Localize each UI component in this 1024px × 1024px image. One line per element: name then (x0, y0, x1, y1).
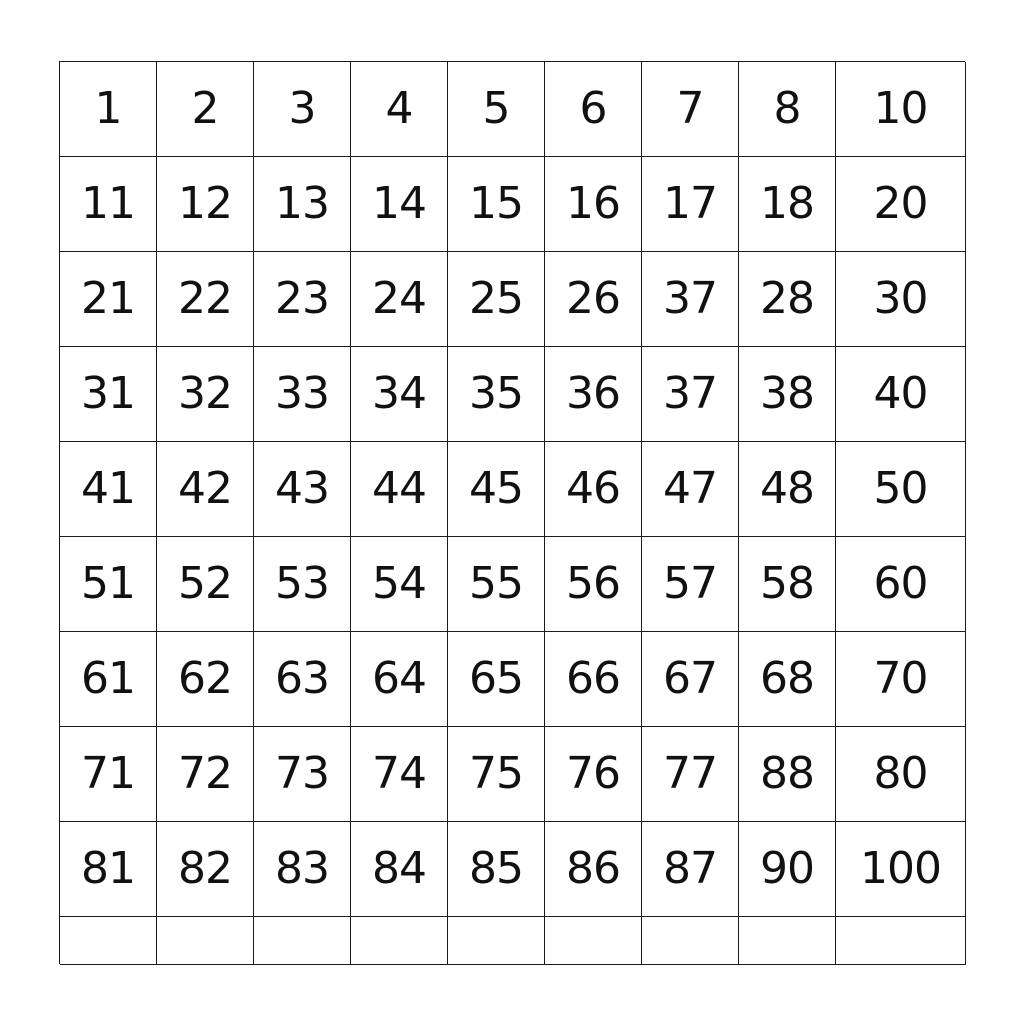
grid-cell: 100 (836, 822, 966, 917)
grid-cell: 15 (448, 157, 545, 252)
grid-cell (739, 917, 836, 965)
grid-cell: 71 (60, 727, 157, 822)
grid-cell: 25 (448, 252, 545, 347)
grid-cell: 54 (351, 537, 448, 632)
grid-cell (836, 917, 966, 965)
grid-cell: 31 (60, 347, 157, 442)
grid-cell (254, 917, 351, 965)
grid-cell: 85 (448, 822, 545, 917)
grid-cell: 35 (448, 347, 545, 442)
grid-cell: 42 (157, 442, 254, 537)
grid-cell: 60 (836, 537, 966, 632)
grid-cell (351, 917, 448, 965)
grid-cell: 74 (351, 727, 448, 822)
grid-cell: 38 (739, 347, 836, 442)
grid-cell: 11 (60, 157, 157, 252)
grid-cell: 50 (836, 442, 966, 537)
grid-cell: 86 (545, 822, 642, 917)
grid-cell: 82 (157, 822, 254, 917)
grid-cell: 12 (157, 157, 254, 252)
grid-cell: 16 (545, 157, 642, 252)
grid-cell: 46 (545, 442, 642, 537)
grid-cell: 72 (157, 727, 254, 822)
grid-cell: 76 (545, 727, 642, 822)
grid-cell: 6 (545, 62, 642, 157)
grid-cell: 32 (157, 347, 254, 442)
grid-cell: 67 (642, 632, 739, 727)
grid-cell: 80 (836, 727, 966, 822)
grid-cell: 13 (254, 157, 351, 252)
grid-cell: 5 (448, 62, 545, 157)
grid-cell: 65 (448, 632, 545, 727)
grid-cell (60, 917, 157, 965)
grid-cell (545, 917, 642, 965)
grid-cell: 37 (642, 252, 739, 347)
grid-cell: 90 (739, 822, 836, 917)
grid-cell: 37 (642, 347, 739, 442)
grid-cell: 75 (448, 727, 545, 822)
grid-cell: 53 (254, 537, 351, 632)
grid-cell: 40 (836, 347, 966, 442)
grid-cell: 51 (60, 537, 157, 632)
grid-cell: 10 (836, 62, 966, 157)
grid-cell: 62 (157, 632, 254, 727)
grid-cell: 57 (642, 537, 739, 632)
grid-cell: 87 (642, 822, 739, 917)
grid-cell: 7 (642, 62, 739, 157)
grid-cell: 84 (351, 822, 448, 917)
grid-cell: 58 (739, 537, 836, 632)
grid-cell: 66 (545, 632, 642, 727)
grid-cell: 64 (351, 632, 448, 727)
grid-cell: 24 (351, 252, 448, 347)
grid-cell: 45 (448, 442, 545, 537)
grid-cell: 88 (739, 727, 836, 822)
grid-cell: 26 (545, 252, 642, 347)
grid-cell: 81 (60, 822, 157, 917)
grid-cell: 4 (351, 62, 448, 157)
grid-cell: 73 (254, 727, 351, 822)
grid-cell: 83 (254, 822, 351, 917)
grid-cell: 36 (545, 347, 642, 442)
grid-cell: 1 (60, 62, 157, 157)
grid-cell: 33 (254, 347, 351, 442)
grid-cell: 3 (254, 62, 351, 157)
grid-cell: 30 (836, 252, 966, 347)
grid-cell: 28 (739, 252, 836, 347)
grid-cell: 20 (836, 157, 966, 252)
grid-cell: 41 (60, 442, 157, 537)
grid-cell: 61 (60, 632, 157, 727)
grid-cell: 14 (351, 157, 448, 252)
grid-cell (157, 917, 254, 965)
grid-cell: 8 (739, 62, 836, 157)
grid-cell (448, 917, 545, 965)
grid-cell: 21 (60, 252, 157, 347)
grid-cell: 55 (448, 537, 545, 632)
grid-cell: 2 (157, 62, 254, 157)
number-grid (59, 61, 965, 964)
grid-cell: 22 (157, 252, 254, 347)
grid-cell: 18 (739, 157, 836, 252)
grid-cell: 34 (351, 347, 448, 442)
grid-cell: 44 (351, 442, 448, 537)
grid-cell: 70 (836, 632, 966, 727)
grid-cell: 68 (739, 632, 836, 727)
grid-cell: 48 (739, 442, 836, 537)
grid-cell: 77 (642, 727, 739, 822)
grid-cell: 23 (254, 252, 351, 347)
grid-cell: 52 (157, 537, 254, 632)
grid-cell: 47 (642, 442, 739, 537)
grid-cell (642, 917, 739, 965)
grid-cell: 17 (642, 157, 739, 252)
grid-cell: 43 (254, 442, 351, 537)
grid-cell: 56 (545, 537, 642, 632)
grid-cell: 63 (254, 632, 351, 727)
